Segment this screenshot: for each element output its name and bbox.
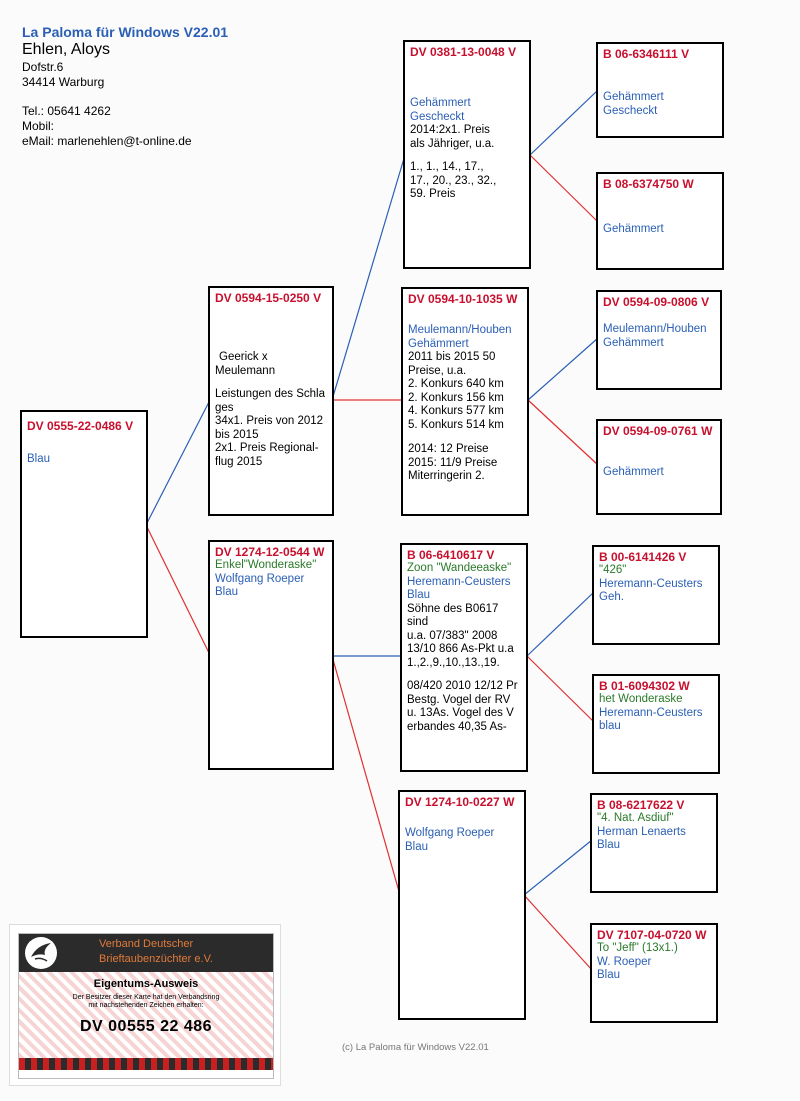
owner-phone: Tel.: 05641 4262 [22,104,111,118]
line-g2 [530,155,598,222]
pigeon-nickname: To "Jeff" (13x1.) [597,942,678,954]
pigeon-line: Blau [405,840,429,853]
pigeon-logo-icon [25,937,57,969]
pigeon-line: Geerick x [219,351,268,363]
pigeon-note: u. 13As. Vogel des V [407,707,514,719]
card-header [19,934,273,972]
pigeon-note: 59. Preis [410,188,456,200]
line-g6 [527,656,594,722]
pigeon-note: 4. Konkurs 577 km [408,405,504,417]
pigeon-box-g4 [596,419,722,515]
line-g8 [524,895,592,970]
pigeon-line: ges [215,401,234,414]
pigeon-line: W. Roeper [597,955,652,968]
pigeon-note: 17., 20., 23., 32., [410,174,497,187]
pigeon-line: Wolfgang Roeper [215,572,305,585]
pigeon-line: Geh. [599,591,624,603]
pigeon-note: u.a. 07/383" 2008 [407,629,498,642]
ring-number: DV 0594-09-0806 V [603,295,710,309]
copyright-footer: (c) La Paloma für Windows V22.01 [342,1042,489,1053]
pigeon-line: Gehämmert [603,223,664,235]
pigeon-note: 1., 1., 14., 17., [410,161,484,173]
ring-number: B 08-6374750 W [603,177,694,191]
pigeon-nickname: Zoon "Wandeeaske" [407,562,512,574]
pigeon-line: Gehämmert [408,337,469,350]
pigeon-note: 5. Konkurs 514 km [408,418,504,431]
pigeon-note: 2014:2x1. Preis [410,124,490,136]
line-g7 [524,840,592,895]
pigeon-nickname: het Wonderaske [599,693,683,705]
owner-city: 34414 Warburg [22,75,105,89]
pigeon-line: Blau [407,589,431,601]
pigeon-box-dam [208,540,334,770]
pigeon-box-g8 [590,923,718,1023]
pigeon-line: 34x1. Preis von 2012 [215,415,324,427]
pigeon-line: Heremann-Ceusters [599,706,703,719]
card-org-line1: Verband Deutscher [99,938,194,950]
pigeon-line: Meulemann [215,364,276,377]
card-title: Eigentums-Ausweis [93,978,199,990]
pigeon-box-g1 [596,42,724,138]
pigeon-note: 2. Konkurs 640 km [408,378,504,390]
pigeon-note: Bestg. Vogel der RV [407,693,511,706]
card-ring-number: DV 00555 22 486 [79,1018,213,1035]
pigeon-box-dam-sire [400,543,528,772]
line-g4 [528,400,598,465]
pigeon-box-g5 [592,545,720,645]
pigeon-box-dam-dam [398,790,526,1020]
owner-name: Ehlen, Aloys [22,41,111,58]
pigeon-line: Gehämmert [603,91,664,103]
pigeon-note: Preise, u.a. [408,364,467,377]
line-subject-sire [146,400,210,525]
pigeon-line: blau [599,720,621,732]
pigeon-note: Miterringerin 2. [408,470,485,482]
pigeon-note: 1.,2.,9.,10.,13.,19. [407,656,500,669]
pigeon-line: Meulemann/Houben [408,324,512,336]
pigeon-line: Heremann-Ceusters [407,575,511,588]
ring-number: DV 0594-09-0761 W [603,424,713,438]
ring-number: DV 0594-10-1035 W [408,292,518,306]
pigeon-line: Blau [215,586,239,598]
pigeon-box-sire-dam [401,287,529,516]
pigeon-line: Leistungen des Schla [215,388,325,400]
pigeon-note: 13/10 866 As-Pkt u.a [407,643,514,655]
pigeon-line: Gehämmert [603,336,664,349]
card-bottom-strip [19,1058,273,1070]
pigeon-nickname: "426" [599,564,627,576]
pigeon-note: sind [407,616,429,628]
pigeon-line: Wolfgang Roeper [405,827,495,839]
ring-number: DV 0594-15-0250 V [215,291,322,305]
pigeon-box-sire-sire [403,40,531,269]
app-title: La Paloma für Windows V22.01 [22,24,229,40]
pigeon-line: Gehämmert [410,97,471,109]
ring-number: DV 0381-13-0048 V [410,45,517,59]
pigeon-nickname: Enkel"Wonderaske" [215,559,317,571]
pigeon-note: 2015: 11/9 Preise [408,456,498,469]
pigeon-box-g3 [596,290,722,390]
pigeon-box-sire [208,286,334,516]
pigeon-line: Blau [597,969,621,981]
card-org-line2: Brieftaubenzüchter e.V. [99,953,213,965]
pigeon-line: flug 2015 [215,455,263,468]
pigeon-note: 2014: 12 Preise [408,443,489,455]
pigeon-line: Gescheckt [603,104,658,117]
pigeon-line: Gehämmert [603,466,664,478]
line-g3 [528,338,598,400]
pigeon-note: Söhne des B0617 [407,602,499,615]
pigeon-line: bis 2015 [215,428,259,441]
ownership-card-inner [18,933,274,1079]
pigeon-note: als Jähriger, u.a. [410,137,495,150]
ring-number: DV 1274-12-0544 W [215,545,325,559]
pigeon-line: Gescheckt [410,110,465,123]
ring-number: B 06-6410617 V [407,548,495,562]
pigeon-line: Heremann-Ceusters [599,577,703,590]
line-subject-dam [146,525,210,655]
ring-number: DV 0555-22-0486 V [27,419,134,433]
line-dam-dam [332,656,400,895]
ring-number: DV 7107-04-0720 W [597,928,707,942]
ring-number: B 06-6346111 V [603,47,690,61]
owner-street: Dofstr.6 [22,60,64,74]
pigeon-note: 2011 bis 2015 50 [408,351,496,363]
pigeon-box-subject [20,410,148,638]
owner-header [22,24,228,149]
line-g5 [527,592,594,656]
owner-email: eMail: marlenehlen@t-online.de [22,134,192,148]
owner-mobile: Mobil: [22,119,55,133]
pigeon-box-g2 [596,172,724,270]
ring-number: B 01-6094302 W [599,679,690,693]
card-description-line1: Der Besitzer dieser Karte hat den Verbandsring [72,994,220,1001]
pigeon-line: Herman Lenaerts [597,825,686,838]
pigeon-line: 2x1. Preis Regional- [215,442,319,454]
card-description-line2: mit nachstehenden Zeichen erhalten: [88,1002,204,1009]
pigeon-note: 08/420 2010 12/12 Pr [407,680,518,692]
pigeon-line: Meulemann/Houben [603,323,707,335]
pigeon-note: erbandes 40,35 As- [407,720,507,733]
pigeon-box-g6 [592,674,720,774]
pigeon-box-g7 [590,793,718,893]
pigeon-note: 2. Konkurs 156 km [408,391,504,404]
ring-number: DV 1274-10-0227 W [405,795,515,809]
line-g1 [530,90,598,155]
ring-number: B 00-6141426 V [599,550,687,564]
pigeon-line: Blau [597,839,621,851]
pigeon-color: Blau [27,453,51,465]
line-sire-sire [332,155,405,400]
pigeon-nickname: "4. Nat. Asdiuf" [597,812,674,824]
ring-number: B 08-6217622 V [597,798,685,812]
ownership-card [10,925,280,1085]
